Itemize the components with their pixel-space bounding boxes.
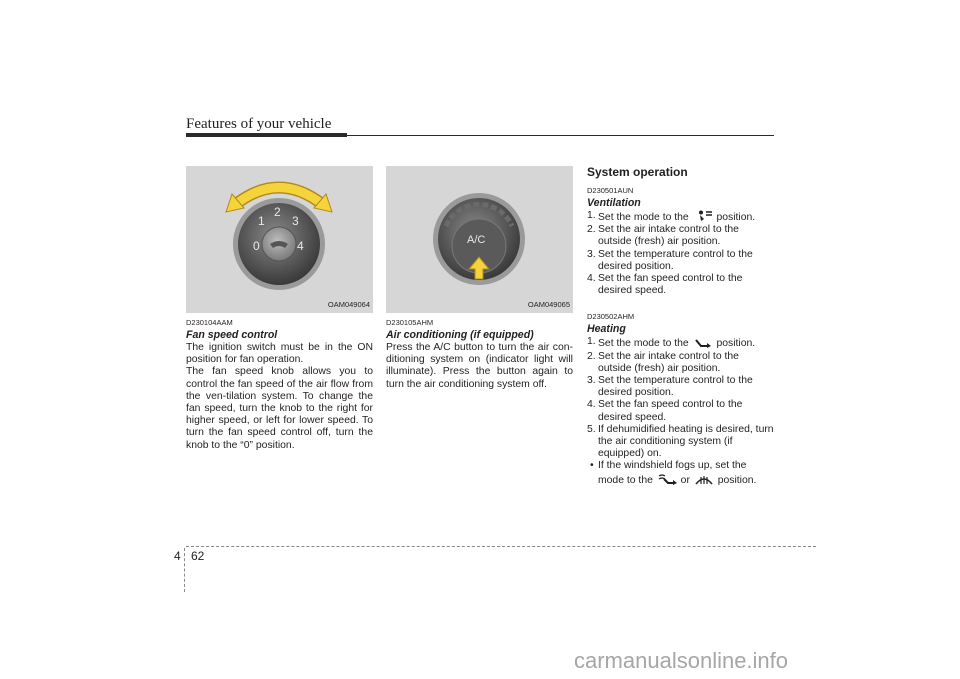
section-title: System operation xyxy=(587,165,688,179)
watermark: carmanualsonline.info xyxy=(574,648,789,673)
knob-label-4: 4 xyxy=(297,239,304,253)
figure-code: OAM049065 xyxy=(527,299,570,309)
list-item: 1. Set the mode to the position. xyxy=(587,210,756,223)
vent-mode-icon xyxy=(692,210,714,222)
section-subhead: Ventilation xyxy=(587,197,641,209)
column-air-conditioning xyxy=(386,166,573,391)
section-code: D230104AAM xyxy=(186,318,233,327)
footer-rule xyxy=(186,546,816,547)
footer-divider xyxy=(184,548,185,592)
list-item: 3. Set the temperature control to the desired position. xyxy=(587,375,753,399)
page-number: 62 xyxy=(191,549,205,563)
knob-label-1: 1 xyxy=(258,214,265,228)
fan-speed-knob-figure xyxy=(186,166,373,313)
section-subhead: Heating xyxy=(587,323,626,336)
knob-label-3: 3 xyxy=(292,214,299,228)
heating-steps xyxy=(587,336,774,460)
paragraph: Press the A/C button to turn the air con-ditioning system on (indicator light will illuminate). Press the button again to turn the air conditioning system off. xyxy=(386,342,573,390)
paragraph: The fan speed knob allows you to control the fan speed of the air flow from the ven-tilation system. To change the fan speed, turn the knob to the right for higher speed, or left for lower speed. To turn the fan speed control off, turn the knob to the “0” position. xyxy=(186,366,373,451)
section-code: D230501AUN xyxy=(587,186,634,195)
section-code: D230105AHM xyxy=(386,318,434,327)
fan-knob-illustration xyxy=(186,166,373,313)
floor-defrost-mode-icon xyxy=(656,473,678,485)
list-item: 1. Set the mode to the position. xyxy=(587,336,756,350)
defrost-mode-icon xyxy=(693,473,715,485)
floor-mode-icon xyxy=(692,336,714,348)
list-item: • If the windshield fogs up, set the mode to the or position. xyxy=(590,460,757,486)
column-fan-speed xyxy=(186,166,373,452)
chapter-number: 4 xyxy=(174,549,181,563)
list-item: 2. Set the air intake control to the outside (fresh) air position. xyxy=(587,350,739,374)
ventilation-steps xyxy=(587,210,774,297)
column-system-operation xyxy=(587,166,774,487)
list-item: 5. If dehumidified heating is desired, turn the air conditioning system (if equipped) on. xyxy=(587,423,774,460)
ac-button-label: A/C xyxy=(467,234,486,246)
page-header-title: Features of your vehicle xyxy=(186,116,332,132)
list-item: 4. Set the fan speed control to the desired speed. xyxy=(587,399,743,423)
knob-label-2: 2 xyxy=(274,205,281,219)
paragraph: The ignition switch must be in the ON position for fan operation. xyxy=(186,342,373,366)
ac-knob-illustration xyxy=(386,166,573,313)
knob-label-0: 0 xyxy=(253,239,260,253)
list-item: 2. Set the air intake control to the outside (fresh) air position. xyxy=(587,224,739,248)
list-item: 3. Set the temperature control to the desired position. xyxy=(587,248,753,272)
list-item: 4. Set the fan speed control to the desired speed. xyxy=(587,273,743,297)
figure-code: OAM049064 xyxy=(327,299,370,309)
section-subhead: Air conditioning (if equipped) xyxy=(386,329,534,341)
header-rule xyxy=(347,135,774,136)
section-subhead: Fan speed control xyxy=(186,329,278,341)
ac-button-figure xyxy=(386,166,573,313)
header-bar xyxy=(186,133,347,137)
section-code: D230502AHM xyxy=(587,312,635,322)
